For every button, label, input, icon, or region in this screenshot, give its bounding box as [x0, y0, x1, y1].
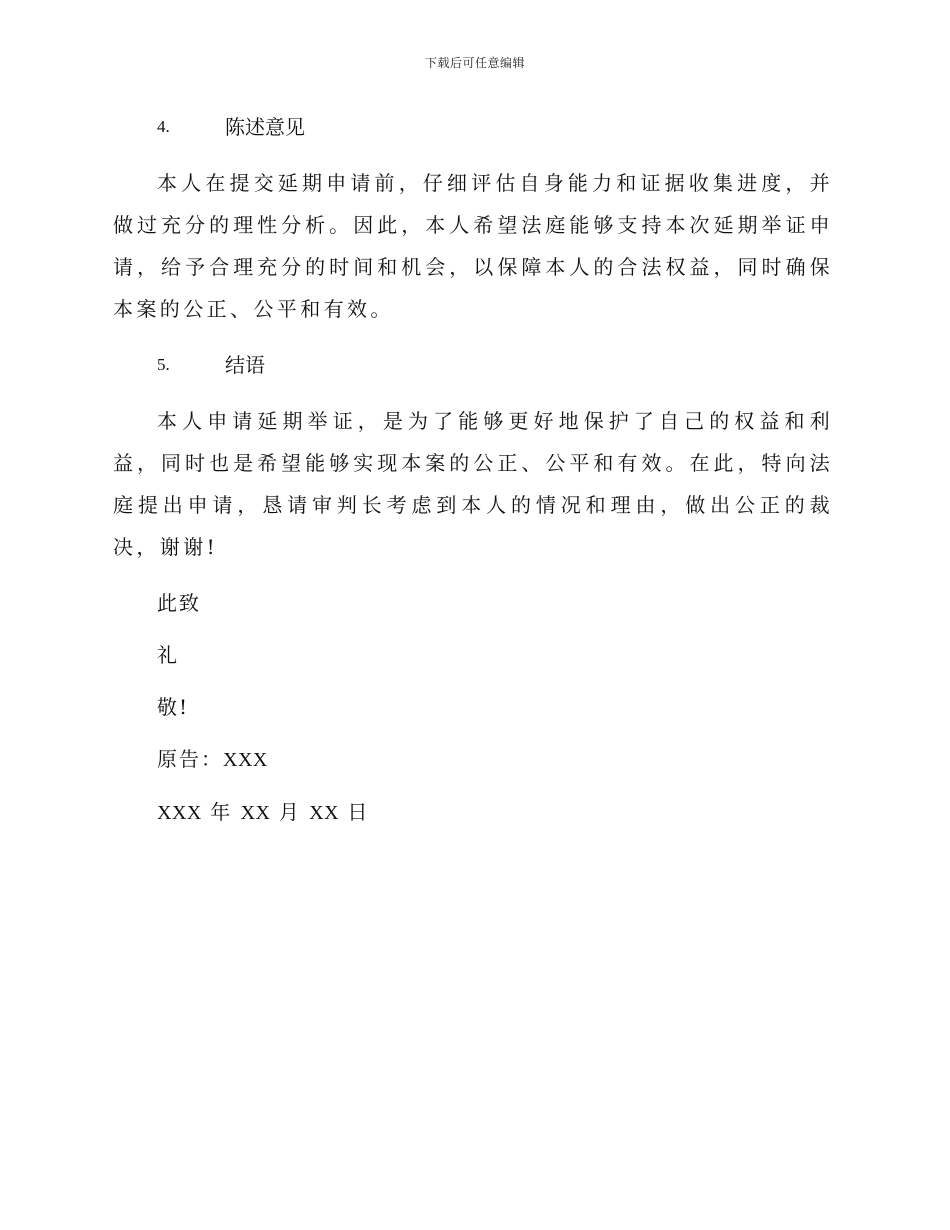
- closing-salutation: 此致: [157, 591, 201, 615]
- signature-date: [113, 797, 833, 828]
- plaintiff-name: XXX: [223, 749, 268, 771]
- plaintiff-label: 原告：: [157, 747, 223, 771]
- document-body: [113, 112, 833, 850]
- date-year-unit: 年: [210, 800, 233, 824]
- section-5-title: 结语: [225, 353, 265, 377]
- page-header: 下载后可任意编辑: [424, 56, 525, 70]
- plaintiff-signature: [113, 744, 833, 775]
- date-month-unit: 月: [278, 800, 301, 824]
- date-day-unit: 日: [347, 800, 370, 824]
- section-5-paragraph: 本人申请延期举证，是为了能够更好地保护了自己的权益和利益，同时也是希望能够实现本案的公正、公平和有效。在此，特向法庭提出申请，恳请审判长考虑到本人的情况和理由，做出公正的裁决，谢谢!: [113, 409, 833, 559]
- section-5-number: 5.: [157, 355, 170, 374]
- section-4-paragraph: 本人在提交延期申请前，仔细评估自身能力和证据收集进度，并做过充分的理性分析。因此，本人希望法庭能够支持本次延期举证申请，给予合理充分的时间和机会，以保障本人的合法权益，同时确保本案的公正、公平和有效。: [113, 171, 833, 321]
- closing-li: 礼: [157, 643, 179, 667]
- section-4-number: 4.: [157, 117, 170, 136]
- closing-jing: 敬!: [157, 695, 190, 719]
- date-day: XX: [309, 802, 340, 824]
- section-5-heading: [113, 350, 833, 380]
- date-year: XXX: [157, 802, 202, 824]
- section-4-title: 陈述意见: [225, 115, 305, 139]
- section-4-heading: [113, 112, 833, 142]
- date-month: XX: [240, 802, 271, 824]
